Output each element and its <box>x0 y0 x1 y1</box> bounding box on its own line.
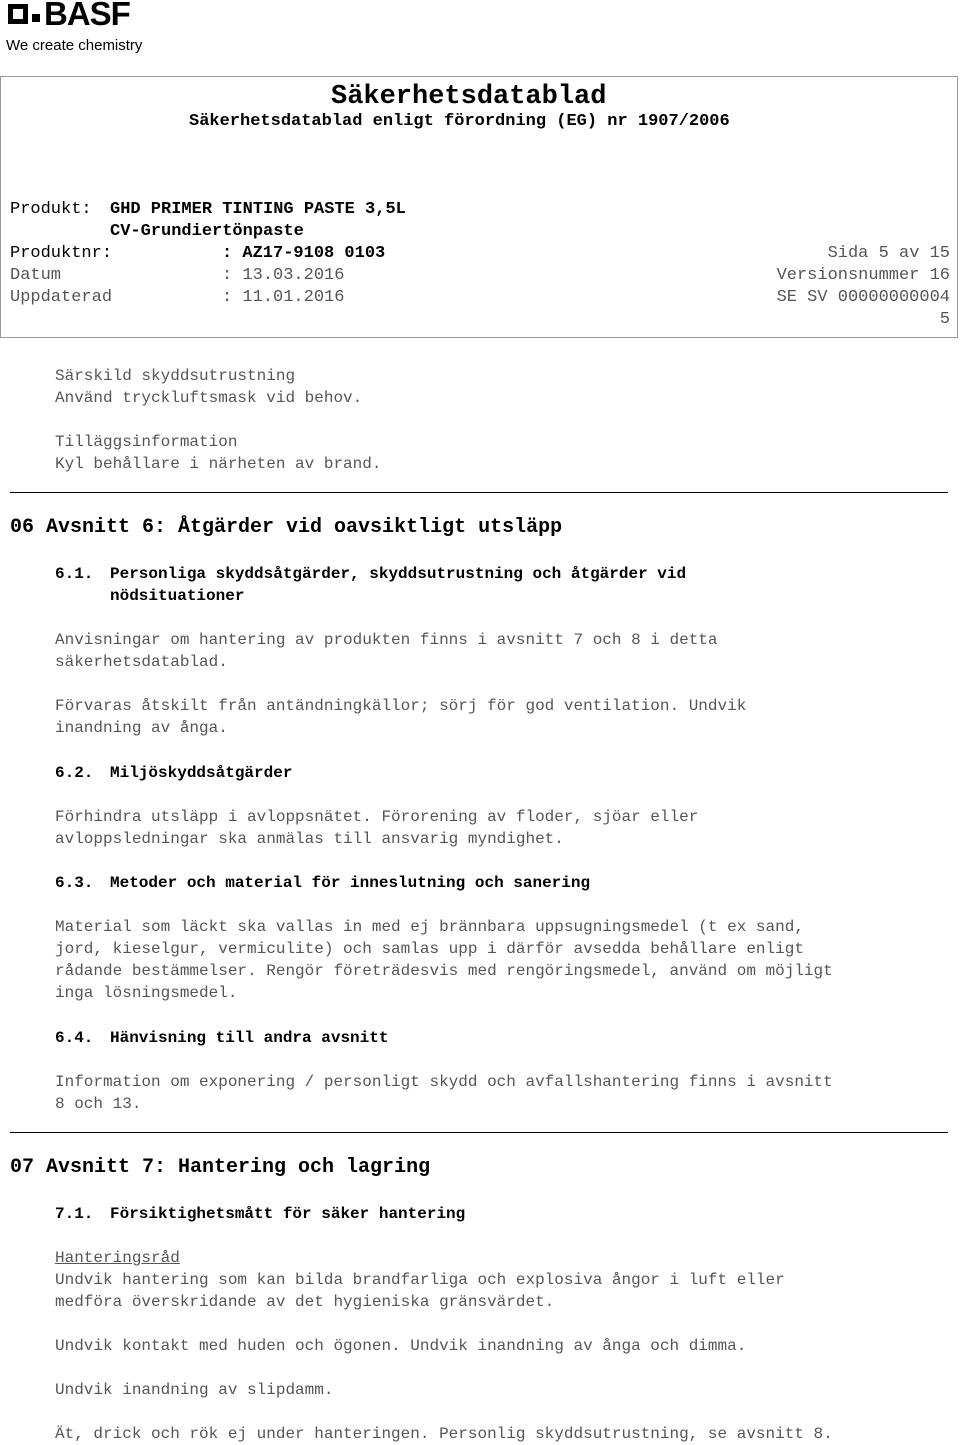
logo-dot-icon <box>32 14 40 22</box>
brand-name: BASF <box>44 0 130 32</box>
subsection-6-1-title-cont: nödsituationer <box>110 587 245 605</box>
paragraph: jord, kieselgur, vermiculite) och samlas upp i därför avsedda behållare enligt <box>55 940 804 958</box>
subsection-7-1-title: Försiktighetsmått för säker hantering <box>110 1205 466 1223</box>
product-label: Produkt: <box>10 200 92 219</box>
subsection-6-3-title: Metoder och material för inneslutning och sanering <box>110 874 591 892</box>
protective-text: Använd tryckluftsmask vid behov. <box>55 389 363 407</box>
subsection-6-3-number: 6.3. <box>55 874 94 892</box>
product-no-value: : AZ17-9108 0103 <box>222 244 386 263</box>
document-code-suffix: 5 <box>939 310 950 329</box>
paragraph: inandning av ånga. <box>55 719 228 737</box>
subsection-7-1-number: 7.1. <box>55 1205 94 1223</box>
paragraph: Material som läckt ska vallas in med ej brännbara uppsugningsmedel (t ex sand, <box>55 918 804 936</box>
section-6-heading: 06 Avsnitt 6: Åtgärder vid oavsiktligt utsläpp <box>10 516 563 539</box>
paragraph: säkerhetsdatablad. <box>55 653 228 671</box>
document-code: SE SV 00000000004 <box>776 288 950 307</box>
additional-heading: Tilläggsinformation <box>55 433 238 451</box>
paragraph: inga lösningsmedel. <box>55 984 238 1002</box>
paragraph: Undvik inandning av slipdamm. <box>55 1381 334 1399</box>
paragraph: avloppsledningar ska anmälas till ansvarig myndighet. <box>55 830 564 848</box>
version-number: Versionsnummer 16 <box>776 266 950 285</box>
subsection-6-4-number: 6.4. <box>55 1029 94 1047</box>
date-value: : 13.03.2016 <box>222 266 345 285</box>
paragraph: Förvaras åtskilt från antändningkällor; sörj för god ventilation. Undvik <box>55 697 747 715</box>
paragraph: 8 och 13. <box>55 1095 142 1113</box>
paragraph: Förhindra utsläpp i avloppsnätet. Förorening av floder, sjöar eller <box>55 808 699 826</box>
paragraph: Ät, drick och rök ej under hanteringen. Personlig skyddsutrustning, se avsnitt 8. <box>55 1425 833 1443</box>
protective-heading: Särskild skyddsutrustning <box>55 367 296 385</box>
subsection-6-4-title: Hänvisning till andra avsnitt <box>110 1029 389 1047</box>
section-7-heading: 07 Avsnitt 7: Hantering och lagring <box>10 1156 431 1179</box>
subsection-6-1-number: 6.1. <box>55 565 94 583</box>
paragraph: Undvik kontakt med huden och ögonen. Undvik inandning av ånga och dimma. <box>55 1337 747 1355</box>
logo-square-icon <box>8 4 28 24</box>
subsection-6-1-title: Personliga skyddsåtgärder, skyddsutrustning och åtgärder vid <box>110 565 687 583</box>
paragraph: Undvik hantering som kan bilda brandfarliga och explosiva ångor i luft eller <box>55 1271 785 1289</box>
additional-text: Kyl behållare i närheten av brand. <box>55 455 382 473</box>
document-title: Säkerhetsdatablad <box>331 82 607 112</box>
section-divider <box>10 1132 948 1133</box>
subsection-6-2-number: 6.2. <box>55 764 94 782</box>
product-name-alt: CV-Grundiertönpaste <box>110 222 304 241</box>
brand-tagline: We create chemistry <box>6 37 143 54</box>
paragraph: Information om exponering / personligt skydd och avfallshantering finns i avsnitt <box>55 1073 833 1091</box>
handling-advice-heading: Hanteringsråd <box>55 1249 180 1267</box>
paragraph: rådande bestämmelser. Rengör företrädesvis med rengöringsmedel, använd om möjligt <box>55 962 833 980</box>
paragraph: medföra överskridande av det hygieniska gränsvärdet. <box>55 1293 555 1311</box>
date-label: Datum <box>10 266 62 285</box>
paragraph: Anvisningar om hantering av produkten finns i avsnitt 7 och 8 i detta <box>55 631 718 649</box>
page-indicator: Sida 5 av 15 <box>827 244 950 263</box>
subsection-6-2-title: Miljöskyddsåtgärder <box>110 764 293 782</box>
product-name: GHD PRIMER TINTING PASTE 3,5L <box>110 200 406 219</box>
product-no-label: Produktnr: <box>10 244 113 263</box>
updated-label: Uppdaterad <box>10 288 113 307</box>
document-subtitle: Säkerhetsdatablad enligt förordning (EG) nr 1907/2006 <box>189 112 730 131</box>
updated-value: : 11.01.2016 <box>222 288 345 307</box>
section-divider <box>10 492 948 493</box>
